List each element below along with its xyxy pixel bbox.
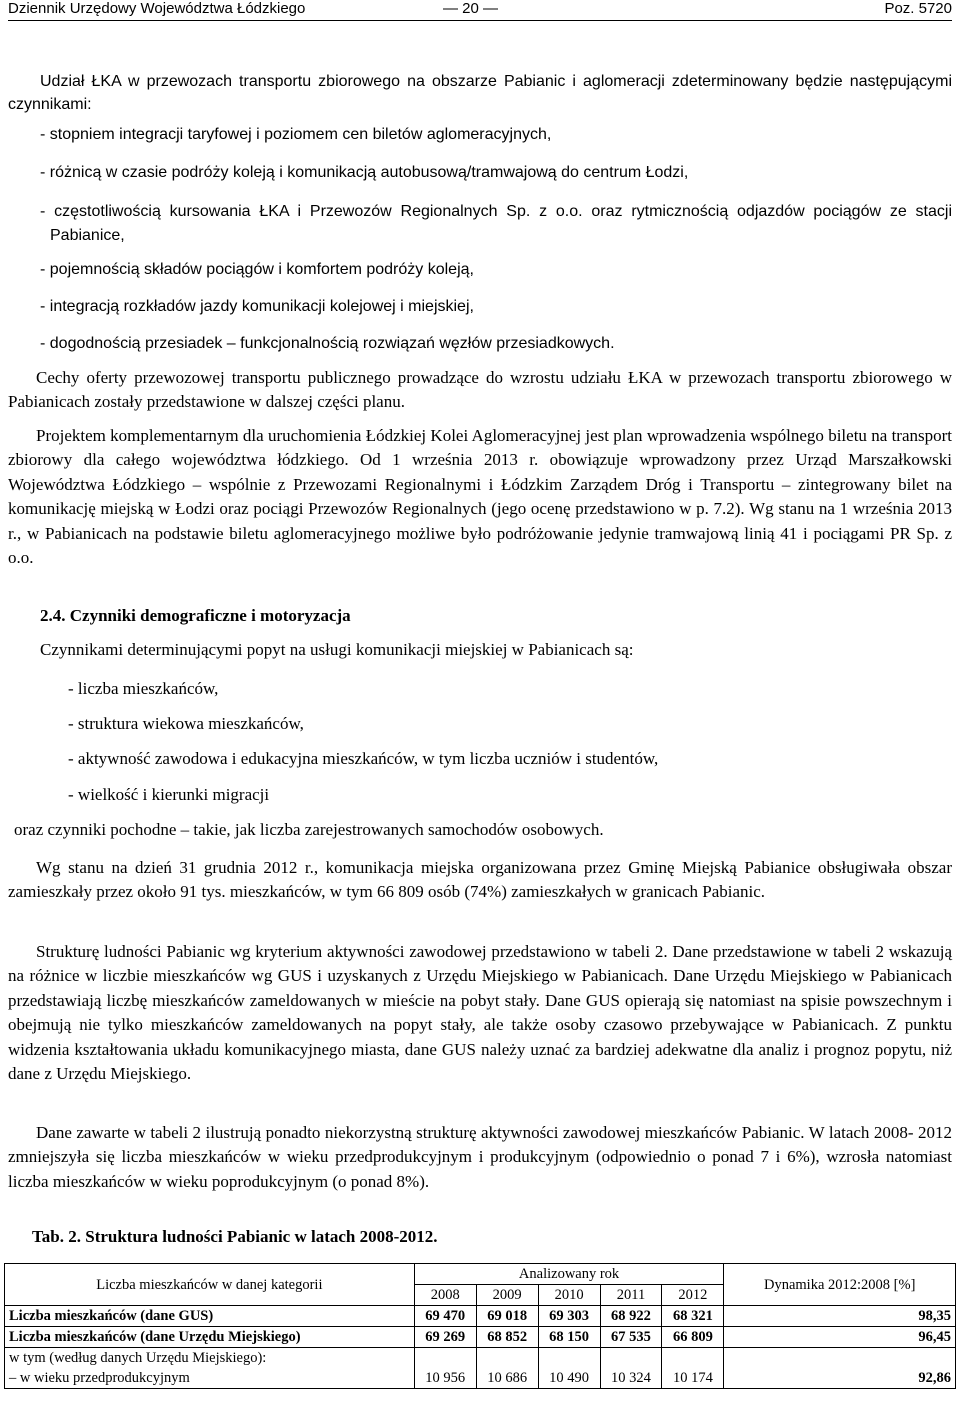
position-number: Poz. 5720 [884,0,952,17]
table-row [5,1327,956,1348]
table-cell: 66 809 [662,1327,724,1348]
category-header: Liczba mieszkańców w danej kategorii [5,1264,415,1306]
row-label: Liczba mieszkańców (dane Urzędu Miejskiego) [5,1327,415,1348]
table-cell: 69 269 [414,1327,476,1348]
section-heading: 2.4. Czynniki demograficzne i motoryzacja [40,606,351,625]
row-label: Liczba mieszkańców (dane GUS) [5,1306,415,1327]
dynamics-cell: 92,86 [724,1348,956,1389]
dynamics-cell: 98,35 [724,1306,956,1327]
demand-intro: Czynnikami determinującymi popyt na usługi komunikacji miejskiej w Pabianicach są: [40,640,634,659]
derived-factors: oraz czynniki pochodne – takie, jak liczba zarejestrowanych samochodów osobowych. [14,820,604,839]
page-number: — 20 — [443,0,499,17]
table-cell: 68 150 [538,1327,600,1348]
year-header: 2009 [476,1285,538,1306]
table-cell: 67 535 [600,1327,662,1348]
list-item: - dogodnością przesiadek – funkcjonalnością rozwiązań węzłów przesiadkowych. [40,335,615,352]
table-cell: 10 490 [538,1348,600,1389]
row-label: – w wieku przedprodukcyjnym [5,1368,415,1389]
list-item: - aktywność zawodowa i edukacyjna mieszkańców, w tym liczba uczniów i studentów, [68,749,659,768]
paragraph-struktura: Strukturę ludności Pabianic wg kryterium aktywności zawodowej przedstawiono w tabeli 2. Dane przedstawione w tabeli 2 wskazują na różnice w liczbie mieszkańców wg GUS i uzyskanych z Urzędu Miejskiego w Pabianicach. Dane Urzędu Miejskiego w Pabianicach przedstawiają liczbę mieszkańców zameldowanych w mieście na pobyt stały. Dane GUS opierają się natomiast na spisie powszechnym i obejmują nie tylko mieszkańców zameldowanych na popyt stały, ale także osoby czasowo przebywające w Pabianicach. Z punktu widzenia kształtowania układu komunikacyjnego miasta, dane GUS należy uznać za bardziej adekwatne dla analiz i prognoz popytu, niż dane z Urzędu Miejskiego. [8,942,952,1084]
list-item: - struktura wiekowa mieszkańców, [68,714,304,733]
table-cell: 10 956 [414,1348,476,1389]
table-cell: 10 324 [600,1348,662,1389]
table-cell: 10 686 [476,1348,538,1389]
dynamics-header: Dynamika 2012:2008 [%] [724,1264,956,1306]
list-item: - wielkość i kierunki migracji [68,785,270,804]
table-row [5,1348,956,1369]
list-item: - pojemnością składów pociągów i komfortem podróży koleją, [40,261,474,278]
list-item: - różnicą w czasie podróży koleją i komunikacją autobusową/tramwajową do centrum Łodzi, [40,164,689,181]
year-header: 2008 [414,1285,476,1306]
list-item: - stopniem integracji taryfowej i poziomem cen biletów aglomeracyjnych, [40,126,552,143]
table-cell: 68 852 [476,1327,538,1348]
sub-label: w tym (według danych Urzędu Miejskiego): [5,1348,415,1369]
paragraph-projekt: Projektem komplementarnym dla uruchomienia Łódzkiej Kolei Aglomeracyjnej jest plan wprowadzenia wspólnego biletu na transport zbiorowy dla całego województwa łódzkiego. Od 1 września 2013 r. obowiązuje wprowadzony przez Urząd Marszałkowski Województwa Łódzkiego – wspólnie z Przewozami Regionalnymi i Łódzkim Zarządem Dróg i Transportu – zintegrowany bilet na komunikację miejską w Łodzi oraz pociągi Przewozów Regionalnych (jego ocenę przedstawiono w p. 7.2). Wg stanu na 1 września 2013 r., w Pabianicach na podstawie biletu aglomeracyjnego możliwe było podróżowanie jedynie tramwajową linią 41 i pociągami PR Sp. z o.o. [8,426,952,568]
population-table [4,1263,956,1389]
year-group-header: Analizowany rok [414,1264,724,1285]
table-row [5,1306,956,1327]
table-cell: 68 321 [662,1306,724,1327]
intro-paragraph: Udział ŁKA w przewozach transportu zbiorowego na obszarze Pabianic i aglomeracji zdeterminowany będzie następującymi czynnikami: [8,73,952,113]
year-header: 2011 [600,1285,662,1306]
paragraph-cechy: Cechy oferty przewozowej transportu publicznego prowadzące do wzrostu udziału ŁKA w przewozach transportu zbiorowego w Pabianicach zostały przedstawione w dalszej części planu. [8,368,952,412]
year-header: 2010 [538,1285,600,1306]
table-cell: 68 922 [600,1306,662,1327]
list-item: - integracją rozkładów jazdy komunikacji kolejowej i miejskiej, [40,298,474,315]
journal-title: Dziennik Urzędowy Województwa Łódzkiego [8,0,306,17]
list-item: - liczba mieszkańców, [68,679,219,698]
paragraph-stan: Wg stanu na dzień 31 grudnia 2012 r., komunikacja miejska organizowana przez Gminę Miejską Pabianice obsługiwała obszar zamieszkały przez około 91 tys. mieszkańców, w tym 66 809 osób (74%) zamieszkałych w granicach Pabianic. [8,858,952,902]
year-header: 2012 [662,1285,724,1306]
page-header [8,0,952,21]
table-cell: 69 018 [476,1306,538,1327]
table-caption: Tab. 2. Struktura ludności Pabianic w latach 2008-2012. [32,1227,438,1246]
paragraph-dane: Dane zawarte w tabeli 2 ilustrują ponadto niekorzystną strukturę aktywności zawodowej mieszkańców Pabianic. W latach 2008- 2012 zmniejszyła się liczba mieszkańców w wieku przedprodukcyjnym i produkcyjnym (odpowiednio o ponad 7 i 6%), wzrosła natomiast liczba mieszkańców w wieku poprodukcyjnym (o ponad 8%). [8,1123,952,1191]
table-cell: 69 470 [414,1306,476,1327]
table-header-row [5,1264,956,1285]
list-item: - częstotliwością kursowania ŁKA i Przewozów Regionalnych Sp. z o.o. oraz rytmicznością odjazdów pociągów ze stacji Pabianice, [40,203,952,244]
table-cell: 10 174 [662,1348,724,1389]
dynamics-cell: 96,45 [724,1327,956,1348]
table-cell: 69 303 [538,1306,600,1327]
